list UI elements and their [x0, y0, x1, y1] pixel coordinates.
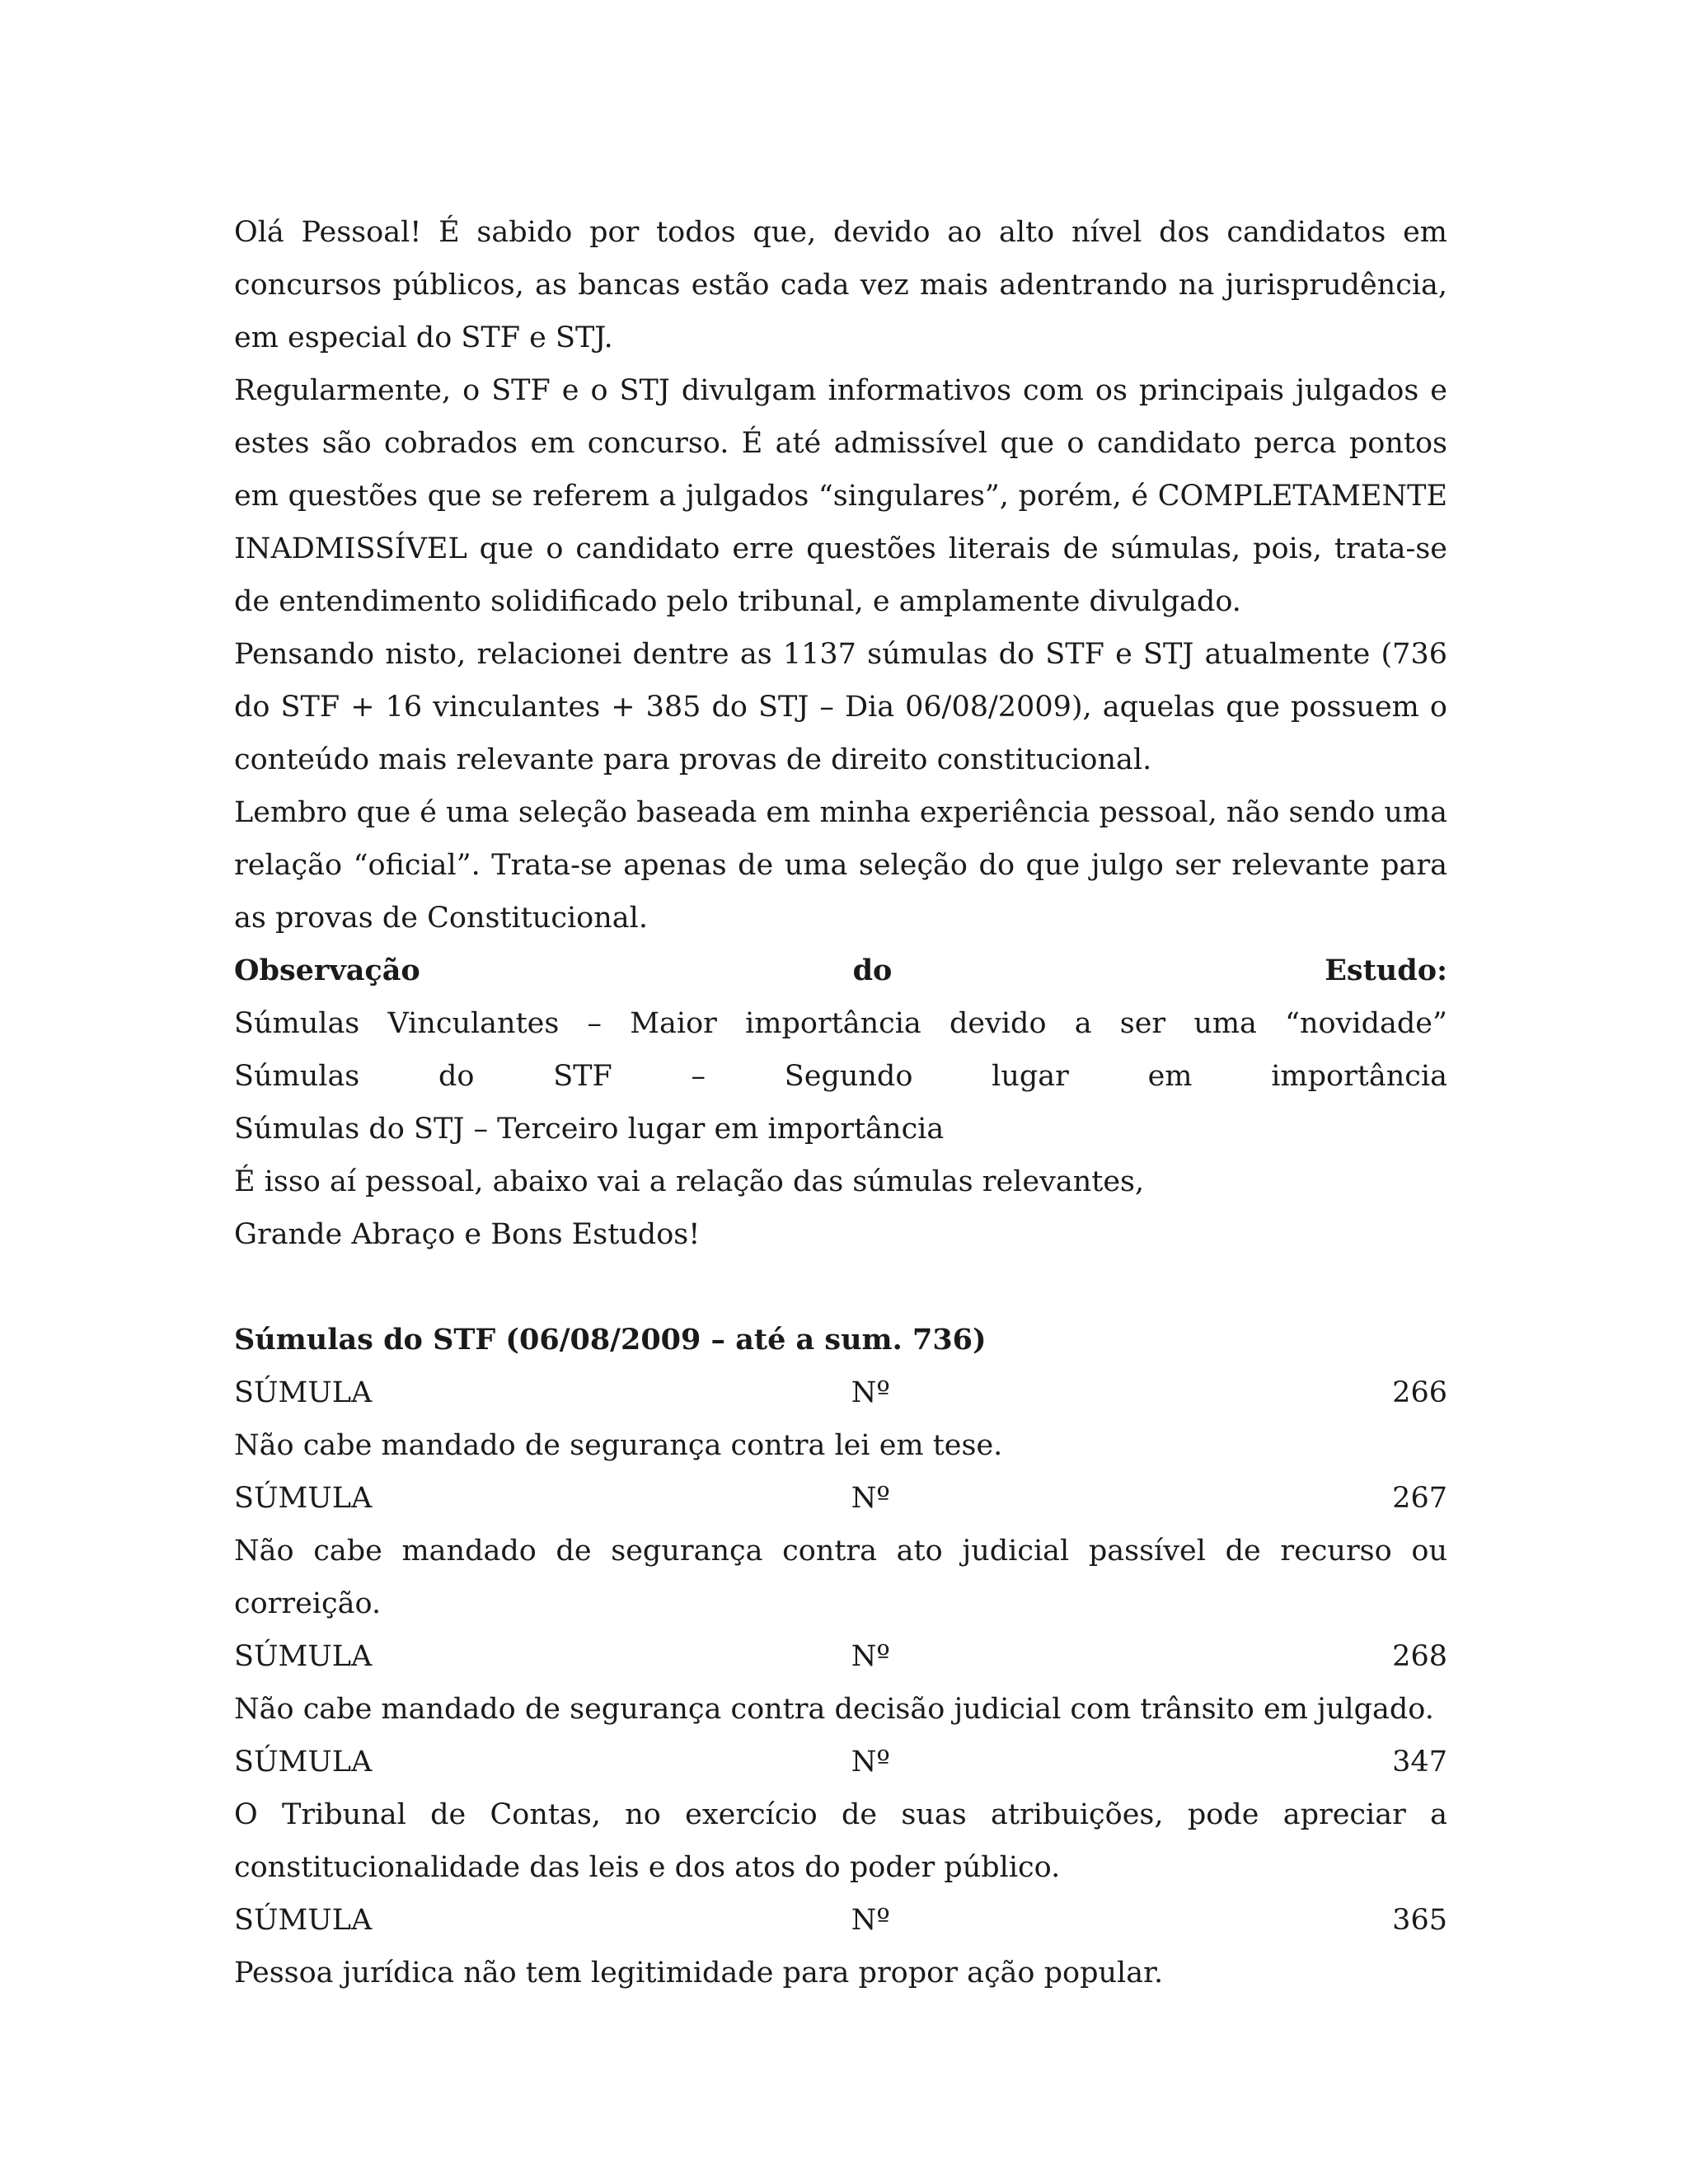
observation-word: Maior [630, 1007, 717, 1040]
observation-line-farewell: Grande Abraço e Bons Estudos! [234, 1218, 701, 1251]
observation-word: do [438, 1060, 475, 1093]
sumula-header [234, 1366, 1447, 1419]
sumula-item [234, 1366, 1447, 1472]
observation-line-closing: É isso aí pessoal, abaixo vai a relação das súmulas relevantes, [234, 1165, 1145, 1198]
intro-paragraph-1: Olá Pessoal! É sabido por todos que, devido ao alto nível dos candidatos em concursos públicos, as bancas estão cada vez mais adentrando na jurisprudência, em especial do STF e STJ. [234, 216, 1447, 354]
spacer [234, 1261, 1447, 1314]
observation-word: – [587, 1007, 603, 1040]
sumula-item [234, 1894, 1447, 1999]
section-title: Súmulas do STF (06/08/2009 – até a sum. 736) [234, 1323, 987, 1357]
observation-word: STF [553, 1060, 612, 1093]
sumula-number: 347 [1392, 1746, 1447, 1779]
sumula-number: 267 [1392, 1482, 1447, 1515]
observation-word: uma [1193, 1007, 1257, 1040]
observation-word: Súmulas [234, 1060, 360, 1093]
sumula-label: SÚMULA [234, 1904, 373, 1937]
observation-line-stf [234, 1050, 1447, 1103]
sumula-header [234, 1736, 1447, 1788]
intro-paragraph-4: Lembro que é uma seleção baseada em minha experiência pessoal, não sendo uma relação “oficial”. Trata-se apenas de uma seleção do que julgo ser relevante para as provas de Constitucional. [234, 796, 1447, 935]
sumula-text: Não cabe mandado de segurança contra ato judicial passível de recurso ou correição. [234, 1535, 1447, 1620]
observation-line-vinculantes [234, 997, 1447, 1050]
observation-word: “novidade” [1285, 1007, 1447, 1040]
observation-word: Súmulas [234, 1007, 360, 1040]
observation-heading-word: do [852, 954, 893, 987]
sumula-item [234, 1472, 1447, 1630]
sumula-label: SÚMULA [234, 1376, 373, 1409]
sumula-no: Nº [851, 1746, 890, 1779]
sumula-number: 365 [1392, 1904, 1447, 1937]
observation-heading-word: Observação [234, 954, 420, 987]
observation-word: a [1074, 1007, 1092, 1040]
sumula-item [234, 1630, 1447, 1736]
sumula-header [234, 1894, 1447, 1947]
observation-word: em [1147, 1060, 1193, 1093]
sumula-item [234, 1736, 1447, 1894]
observation-word: Vinculantes [387, 1007, 560, 1040]
observation-word: importância [745, 1007, 921, 1040]
observation-word: lugar [992, 1060, 1069, 1093]
observation-word: ser [1119, 1007, 1166, 1040]
sumula-label: SÚMULA [234, 1640, 373, 1673]
sumula-label: SÚMULA [234, 1482, 373, 1515]
sumula-no: Nº [851, 1640, 890, 1673]
sumula-text: Pessoa jurídica não tem legitimidade para propor ação popular. [234, 1957, 1164, 1990]
sumula-text: O Tribunal de Contas, no exercício de suas atribuições, pode apreciar a constitucionalidade das leis e dos atos do poder público. [234, 1798, 1447, 1884]
sumula-no: Nº [851, 1376, 890, 1409]
intro-paragraph-3: Pensando nisto, relacionei dentre as 1137 súmulas do STF e STJ atualmente (736 do STF + 16 vinculantes + 385 do STJ – Dia 06/08/2009), aquelas que possuem o conteúdo mais relevante para provas de direito constitucional. [234, 638, 1447, 776]
sumula-no: Nº [851, 1904, 890, 1937]
sumula-label: SÚMULA [234, 1746, 373, 1779]
sumula-no: Nº [851, 1482, 890, 1515]
observation-line-stj: Súmulas do STJ – Terceiro lugar em importância [234, 1113, 945, 1146]
observation-word: importância [1271, 1060, 1447, 1093]
observation-word: devido [949, 1007, 1047, 1040]
observation-heading [234, 944, 1447, 997]
observation-word: – [691, 1060, 706, 1093]
document-page [234, 206, 1447, 1999]
sumula-header [234, 1630, 1447, 1683]
sumula-text: Não cabe mandado de segurança contra lei em tese. [234, 1429, 1003, 1462]
observation-heading-word: Estudo: [1325, 954, 1447, 987]
intro-paragraph-2: Regularmente, o STF e o STJ divulgam informativos com os principais julgados e estes são cobrados em concurso. É até admissível que o candidato perca pontos em questões que se referem a julgados “singulares”, porém, é COMPLETAMENTE INADMISSÍVEL que o candidato erre questões literais de súmulas, pois, trata-se de entendimento solidificado pelo tribunal, e amplamente divulgado. [234, 374, 1447, 618]
observation-word: Segundo [784, 1060, 913, 1093]
sumula-text: Não cabe mandado de segurança contra decisão judicial com trânsito em julgado. [234, 1693, 1434, 1726]
sumula-number: 268 [1392, 1640, 1447, 1673]
sumula-header [234, 1472, 1447, 1525]
sumula-number: 266 [1392, 1376, 1447, 1409]
